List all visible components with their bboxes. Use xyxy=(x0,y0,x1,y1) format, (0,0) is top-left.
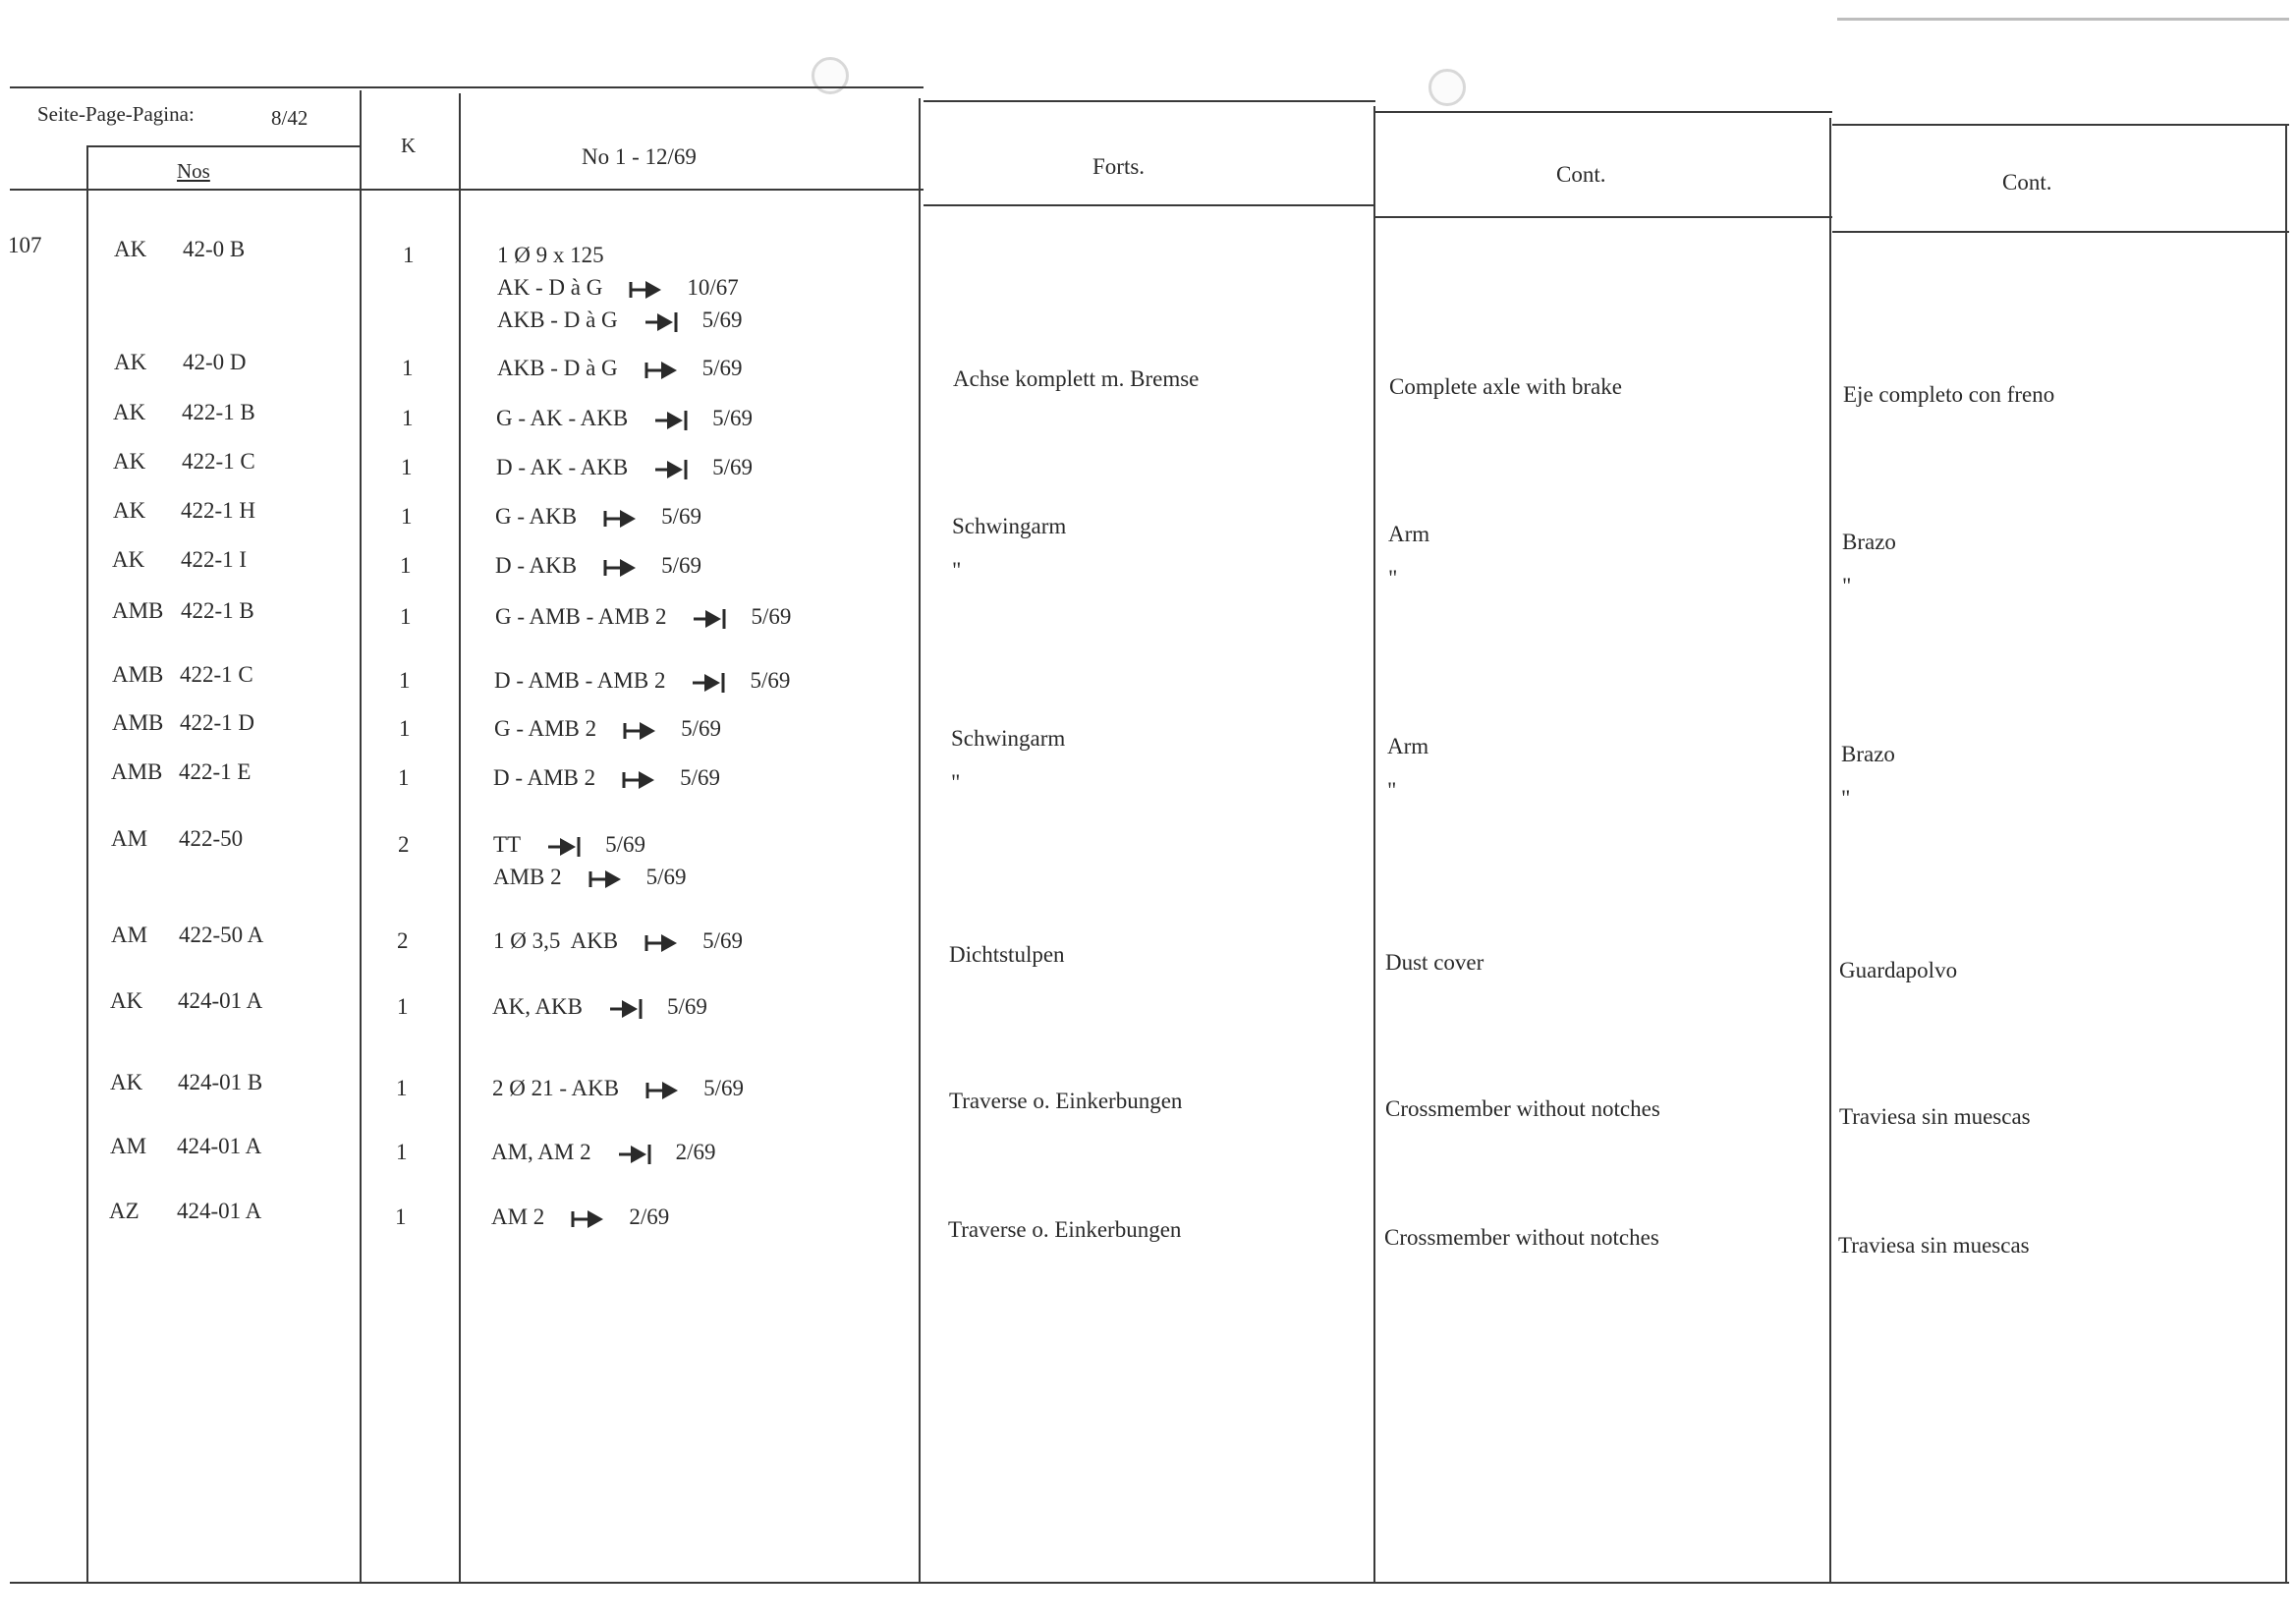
part-prefix: AK xyxy=(114,350,147,374)
validity-date: 5/69 xyxy=(701,356,743,380)
description-en: Arm xyxy=(1388,522,1430,546)
validity-date: 5/69 xyxy=(701,308,743,332)
description-de: Dichtstulpen xyxy=(949,942,1065,967)
cont-header-en: Cont. xyxy=(1556,162,1606,187)
part-prefix: AK xyxy=(113,449,146,474)
part-number: 424-01 A xyxy=(178,988,263,1013)
description-de: Schwingarm xyxy=(951,726,1066,751)
arrow-stop-icon xyxy=(691,671,728,695)
arrow-right-icon xyxy=(644,1079,682,1102)
application-line xyxy=(497,274,739,302)
arrow-right-icon xyxy=(644,931,681,955)
application-text: G - AMB - AMB 2 xyxy=(495,604,667,629)
description-de: " xyxy=(951,770,961,795)
part-prefix: AMB xyxy=(112,710,164,735)
quantity-k: 2 xyxy=(398,832,410,857)
table-top-rule-a xyxy=(10,86,924,88)
page-number: 8/42 xyxy=(271,106,308,130)
application-text: D - AK - AKB xyxy=(496,455,629,479)
quantity-k: 1 xyxy=(399,716,411,741)
application-line xyxy=(495,603,791,631)
col-rule-1 xyxy=(86,145,88,1584)
punch-hole-right xyxy=(1428,69,1466,106)
application-text: AK, AKB xyxy=(492,994,584,1019)
header-bottom-rule-a xyxy=(10,189,924,191)
arrow-stop-icon xyxy=(608,997,645,1021)
part-number: 422-1 C xyxy=(180,662,253,687)
description-de: Traverse o. Einkerbungen xyxy=(948,1217,1182,1242)
application-line xyxy=(493,864,687,891)
application-text: D - AKB xyxy=(495,553,578,578)
validity-date: 5/69 xyxy=(605,832,645,857)
arrow-stop-icon xyxy=(617,1143,654,1166)
application-line xyxy=(492,1075,744,1102)
application-line xyxy=(492,993,707,1021)
arrow-right-icon xyxy=(628,278,665,302)
validity-date: 5/69 xyxy=(750,668,791,693)
part-number: 422-1 C xyxy=(182,449,255,474)
description-de: " xyxy=(952,558,962,583)
quantity-k: 1 xyxy=(397,994,409,1019)
arrow-stop-icon xyxy=(653,409,691,432)
table-top-rule-b xyxy=(924,100,1375,102)
description-en: Crossmember without notches xyxy=(1385,1096,1660,1121)
part-number: 422-1 I xyxy=(181,547,248,572)
description-es: Brazo xyxy=(1842,530,1896,554)
description-en: Complete axle with brake xyxy=(1389,374,1622,399)
validity-date: 5/69 xyxy=(680,765,721,790)
validity-date: 10/67 xyxy=(687,275,739,300)
quantity-k: 1 xyxy=(400,604,412,629)
application-line xyxy=(497,307,743,334)
arrow-stop-icon xyxy=(546,835,584,859)
arrow-stop-icon xyxy=(644,310,681,334)
part-prefix: AM xyxy=(110,1134,147,1158)
validity-date: 5/69 xyxy=(661,504,701,529)
part-number: 422-1 B xyxy=(181,598,254,623)
description-es: Brazo xyxy=(1841,742,1895,766)
part-prefix: AK xyxy=(114,237,147,261)
nos-header: Nos xyxy=(177,159,210,183)
group-number: 107 xyxy=(8,233,42,257)
application-line xyxy=(495,552,701,580)
description-en: Arm xyxy=(1387,734,1429,758)
forts-header: Forts. xyxy=(1092,154,1146,179)
validity-date: 5/69 xyxy=(661,553,701,578)
quantity-k: 2 xyxy=(397,928,409,953)
description-es: " xyxy=(1842,574,1852,598)
nos-sub-rule xyxy=(88,145,362,147)
arrow-stop-icon xyxy=(692,607,729,631)
part-number: 424-01 B xyxy=(178,1070,263,1094)
arrow-right-icon xyxy=(602,507,640,531)
validity-date: 5/69 xyxy=(751,604,792,629)
punch-hole-left xyxy=(812,57,849,94)
validity-date: 5/69 xyxy=(712,406,754,430)
application-line xyxy=(491,1139,716,1166)
part-prefix: AK xyxy=(113,498,146,523)
application-line xyxy=(496,454,753,481)
part-prefix: AK xyxy=(112,547,145,572)
arrow-right-icon xyxy=(621,768,658,792)
description-es: Traviesa sin muescas xyxy=(1839,1104,2031,1129)
part-number: 422-1 D xyxy=(180,710,255,735)
no-header: No 1 - 12/69 xyxy=(582,144,697,169)
validity-date: 2/69 xyxy=(629,1204,670,1229)
validity-date: 5/69 xyxy=(702,928,744,953)
application-line xyxy=(494,667,790,695)
arrow-right-icon xyxy=(644,359,681,382)
part-number: 422-50 A xyxy=(179,923,264,947)
table-top-rule-c xyxy=(1375,111,1832,113)
header-bottom-rule-c xyxy=(1375,216,1832,218)
description-de: Schwingarm xyxy=(952,514,1067,538)
quantity-k: 1 xyxy=(396,1140,408,1164)
part-prefix: AK xyxy=(110,1070,143,1094)
header-bottom-rule-b xyxy=(924,204,1375,206)
quantity-k: 1 xyxy=(398,765,410,790)
description-de: Traverse o. Einkerbungen xyxy=(949,1089,1183,1113)
part-number: 422-1 H xyxy=(181,498,256,523)
application-text: AKB - D à G xyxy=(497,356,618,380)
k-header: K xyxy=(401,134,417,157)
quantity-k: 1 xyxy=(403,243,415,267)
col-rule-6 xyxy=(1829,118,1831,1584)
description-es: Guardapolvo xyxy=(1839,958,1958,982)
part-number: 424-01 A xyxy=(177,1199,262,1223)
col-rule-5 xyxy=(1373,106,1375,1584)
description-es: Traviesa sin muescas xyxy=(1838,1233,2030,1258)
application-line xyxy=(497,242,604,269)
arrow-right-icon xyxy=(602,556,640,580)
quantity-k: 1 xyxy=(399,668,411,693)
cont-header-es: Cont. xyxy=(2002,170,2052,195)
application-text: D - AMB - AMB 2 xyxy=(494,668,666,693)
application-line xyxy=(496,405,753,432)
application-text: AM, AM 2 xyxy=(491,1140,591,1164)
description-en: Crossmember without notches xyxy=(1384,1225,1659,1250)
part-prefix: AK xyxy=(113,400,146,424)
application-text: G - AMB 2 xyxy=(494,716,597,741)
description-en: " xyxy=(1387,778,1397,803)
top-edge-mark xyxy=(1837,18,2289,21)
application-text: TT xyxy=(493,832,522,857)
part-prefix: AMB xyxy=(111,759,163,784)
application-text: 2 Ø 21 - AKB xyxy=(492,1076,620,1100)
description-es: " xyxy=(1841,786,1851,811)
part-prefix: AK xyxy=(110,988,143,1013)
part-number: 424-01 A xyxy=(177,1134,262,1158)
part-number: 42-0 B xyxy=(183,237,246,261)
quantity-k: 1 xyxy=(400,553,412,578)
part-prefix: AM xyxy=(111,923,148,947)
description-de: Achse komplett m. Bremse xyxy=(953,366,1200,391)
application-text: 1 Ø 3,5 AKB xyxy=(493,928,619,953)
arrow-right-icon xyxy=(622,719,659,743)
arrow-stop-icon xyxy=(653,458,691,481)
application-text: AM 2 xyxy=(491,1204,545,1229)
part-prefix: AMB xyxy=(112,598,164,623)
page-label: Seite-Page-Pagina: xyxy=(37,102,195,126)
application-line xyxy=(493,764,720,792)
application-line xyxy=(491,1204,669,1231)
application-line xyxy=(495,503,701,531)
description-en: Dust cover xyxy=(1385,950,1484,975)
validity-date: 5/69 xyxy=(645,865,687,889)
quantity-k: 1 xyxy=(401,455,413,479)
quantity-k: 1 xyxy=(402,406,414,430)
arrow-right-icon xyxy=(570,1207,607,1231)
col-rule-7 xyxy=(2285,124,2287,1584)
part-number: 422-50 xyxy=(179,826,244,851)
application-line xyxy=(493,831,645,859)
application-text: G - AKB xyxy=(495,504,578,529)
application-text: AK - D à G xyxy=(497,275,603,300)
table-bottom-rule xyxy=(10,1582,2289,1584)
part-number: 422-1 E xyxy=(179,759,252,784)
col-rule-2 xyxy=(360,90,362,1584)
part-prefix: AM xyxy=(111,826,148,851)
application-text: 1 Ø 9 x 125 xyxy=(497,243,604,267)
validity-date: 5/69 xyxy=(681,716,722,741)
quantity-k: 1 xyxy=(402,356,414,380)
application-text: G - AK - AKB xyxy=(496,406,629,430)
quantity-k: 1 xyxy=(401,504,413,529)
validity-date: 5/69 xyxy=(712,455,754,479)
col-rule-3 xyxy=(459,93,461,1584)
application-text: D - AMB 2 xyxy=(493,765,596,790)
col-rule-4 xyxy=(919,98,921,1584)
quantity-k: 1 xyxy=(396,1076,408,1100)
application-text: AKB - D à G xyxy=(497,308,618,332)
quantity-k: 1 xyxy=(395,1204,407,1229)
application-line xyxy=(497,355,743,382)
application-line xyxy=(493,927,743,955)
validity-date: 5/69 xyxy=(703,1076,744,1100)
application-line xyxy=(494,715,721,743)
header-bottom-rule-d xyxy=(1832,231,2289,233)
description-en: " xyxy=(1388,566,1398,590)
part-prefix: AZ xyxy=(109,1199,140,1223)
description-es: Eje completo con freno xyxy=(1843,382,2055,407)
application-text: AMB 2 xyxy=(493,865,562,889)
arrow-right-icon xyxy=(588,868,625,891)
part-number: 42-0 D xyxy=(183,350,247,374)
part-number: 422-1 B xyxy=(182,400,255,424)
table-top-rule-d xyxy=(1832,124,2289,126)
validity-date: 5/69 xyxy=(667,994,707,1019)
validity-date: 2/69 xyxy=(675,1140,716,1164)
part-prefix: AMB xyxy=(112,662,164,687)
